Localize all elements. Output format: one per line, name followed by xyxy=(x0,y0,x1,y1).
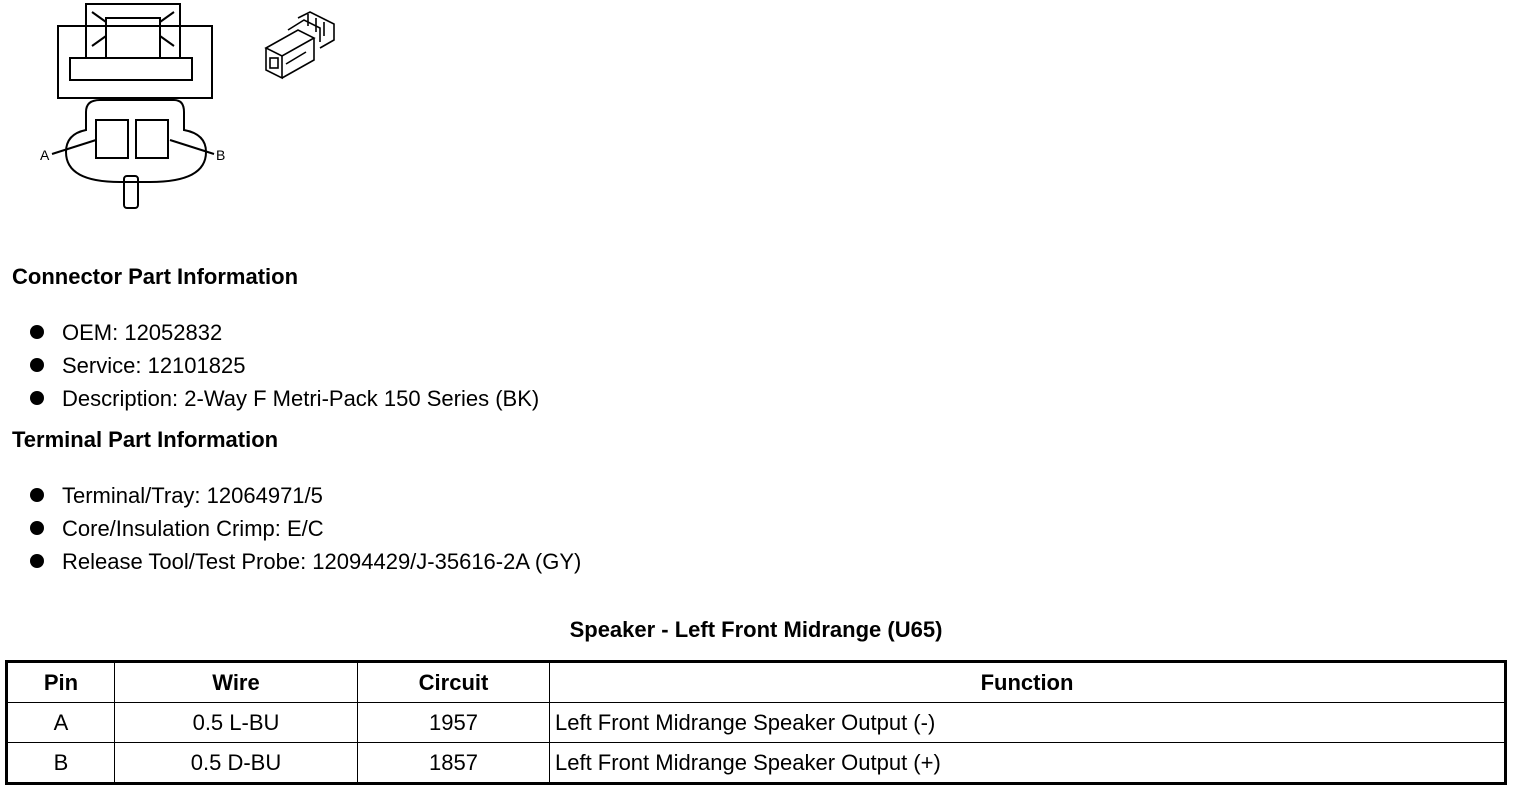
pin-label-b: B xyxy=(216,147,226,163)
header-pin: Pin xyxy=(7,662,115,703)
leader-line-a xyxy=(52,140,96,154)
cell-circuit: 1957 xyxy=(358,703,550,743)
connector-key xyxy=(124,176,138,208)
table-row xyxy=(7,703,1506,743)
bullet-icon xyxy=(30,358,44,372)
list-item: Terminal/Tray: 12064971/5 xyxy=(28,479,581,512)
pin-label-a: A xyxy=(40,147,50,163)
cell-wire: 0.5 L-BU xyxy=(115,703,358,743)
connector-housing-top xyxy=(58,26,212,98)
bullet-icon xyxy=(30,325,44,339)
list-item: Release Tool/Test Probe: 12094429/J-35616-2A (GY) xyxy=(28,545,581,578)
leader-line-b xyxy=(170,140,214,154)
header-circuit: Circuit xyxy=(358,662,550,703)
bullet-icon xyxy=(30,554,44,568)
bullet-icon xyxy=(30,521,44,535)
cavity-a xyxy=(96,120,128,158)
list-item: Core/Insulation Crimp: E/C xyxy=(28,512,581,545)
table-header-row xyxy=(7,662,1506,703)
table-row xyxy=(7,743,1506,784)
pinout-table xyxy=(5,660,1507,785)
cell-pin: B xyxy=(7,743,115,784)
cell-function: Left Front Midrange Speaker Output (+) xyxy=(550,743,1506,784)
connector-part-heading: Connector Part Information xyxy=(12,264,299,289)
header-function: Function xyxy=(550,662,1506,703)
list-item: Description: 2-Way F Metri-Pack 150 Series (BK) xyxy=(28,382,539,415)
pinout-table-title: Speaker - Left Front Midrange (U65) xyxy=(569,617,943,642)
cell-circuit: 1857 xyxy=(358,743,550,784)
cell-function: Left Front Midrange Speaker Output (-) xyxy=(550,703,1506,743)
terminal-part-list xyxy=(28,479,581,578)
cell-pin: A xyxy=(7,703,115,743)
bullet-icon xyxy=(30,488,44,502)
connector-latch xyxy=(86,4,180,58)
connector-face-diagram xyxy=(30,0,240,215)
list-item: OEM: 12052832 xyxy=(28,316,539,349)
cavity-b xyxy=(136,120,168,158)
list-item: Service: 12101825 xyxy=(28,349,539,382)
terminal-part-heading: Terminal Part Information xyxy=(12,427,279,452)
header-wire: Wire xyxy=(115,662,358,703)
bullet-icon xyxy=(30,391,44,405)
connector-iso-icon xyxy=(258,4,348,88)
cell-wire: 0.5 D-BU xyxy=(115,743,358,784)
connector-part-list xyxy=(28,316,539,415)
connector-shelf xyxy=(70,58,192,80)
